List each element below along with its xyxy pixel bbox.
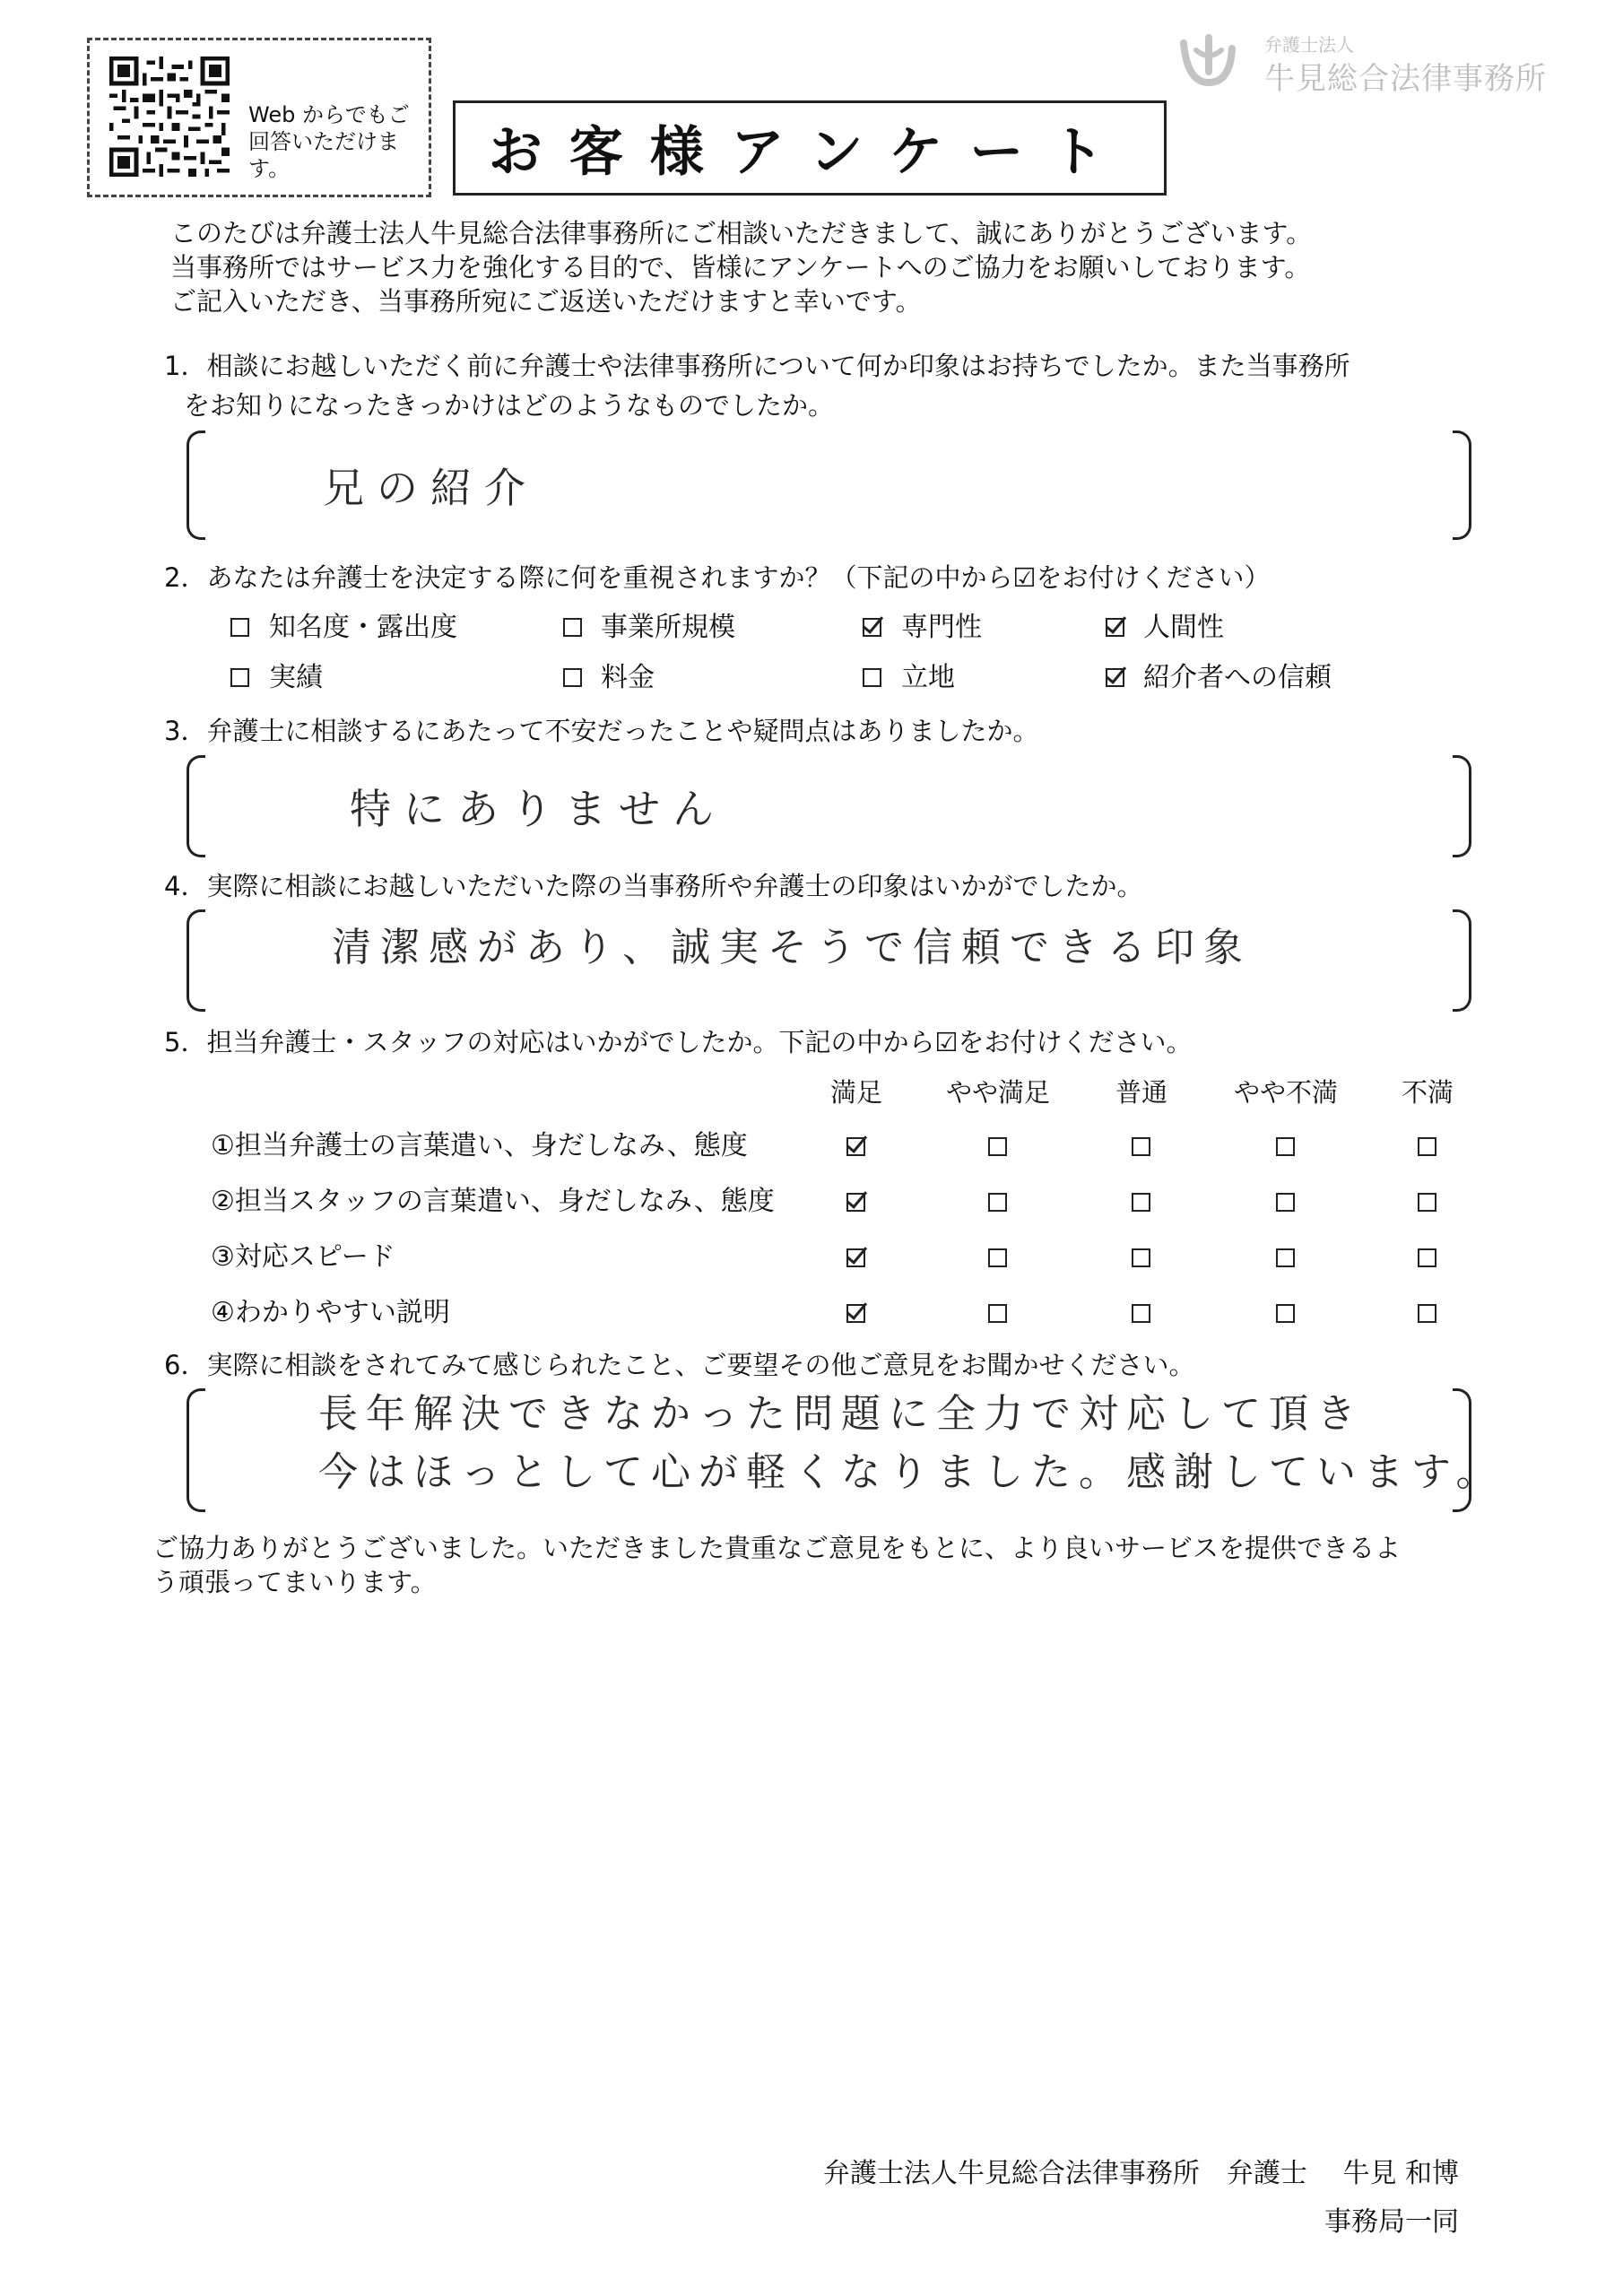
q5-rating-checkbox[interactable] bbox=[988, 1304, 1007, 1323]
q2-label-fees: 料金 bbox=[601, 662, 655, 693]
intro-line-2: 当事務所ではサービス力を強化する目的で、皆様にアンケートへのご協力をお願いしております。 bbox=[170, 252, 1311, 283]
q2-label-scale: 事業所規模 bbox=[601, 612, 735, 643]
q5-rating-checkbox[interactable] bbox=[1276, 1193, 1295, 1212]
q5-rating-checkbox[interactable] bbox=[1276, 1137, 1295, 1156]
q5-rating-checkbox[interactable] bbox=[1132, 1137, 1150, 1156]
q2-checkbox-awareness[interactable] bbox=[230, 618, 249, 637]
firm-logo-icon bbox=[1175, 30, 1239, 95]
qr-code-icon[interactable] bbox=[109, 57, 230, 177]
q4-answer[interactable]: 清潔感があり、誠実そうで信頼できる印象 bbox=[332, 925, 1252, 970]
q5-rating-checkbox[interactable] bbox=[1418, 1304, 1436, 1323]
q5-rating-checkbox[interactable] bbox=[1132, 1304, 1150, 1323]
q3-bracket-right bbox=[1453, 755, 1471, 857]
q1-text-line-1: 1．相談にお越しいただく前に弁護士や法律事務所について何か印象はお持ちでしたか。また当事務所 bbox=[164, 351, 1350, 381]
q5-row-label: ①担当弁護士の言葉遣い、身だしなみ、態度 bbox=[211, 1130, 748, 1161]
closing-line-2: う頑張ってまいります。 bbox=[152, 1567, 437, 1597]
qr-note: Web からでもご回答いただけます。 bbox=[248, 102, 410, 181]
q2-checkbox-fees[interactable] bbox=[563, 668, 582, 687]
q5-rating-checkbox[interactable] bbox=[1276, 1304, 1295, 1323]
q6-text: 6．実際に相談をされてみて感じられたこと、ご要望その他ご意見をお聞かせください。 bbox=[164, 1350, 1195, 1380]
q2-label-results: 実績 bbox=[269, 662, 323, 693]
title-box bbox=[453, 100, 1167, 196]
q5-text: 5．担当弁護士・スタッフの対応はいかがでしたか。下記の中から☑をお付けください。 bbox=[164, 1027, 1193, 1057]
q5-column-header: やや満足 bbox=[945, 1077, 1051, 1108]
q5-column-header: やや不満 bbox=[1233, 1077, 1339, 1108]
q2-checkbox-location[interactable] bbox=[863, 668, 881, 687]
qr-code-box bbox=[87, 38, 431, 197]
q6-bracket-left bbox=[187, 1388, 205, 1512]
q5-rating-checkbox[interactable] bbox=[846, 1248, 865, 1267]
q2-label-awareness: 知名度・露出度 bbox=[269, 612, 457, 643]
q5-rating-checkbox[interactable] bbox=[988, 1193, 1007, 1212]
q5-rating-checkbox[interactable] bbox=[988, 1248, 1007, 1267]
q6-answer-line-1[interactable]: 長年解決できなかった問題に全力で対応して頂き bbox=[318, 1391, 1364, 1437]
q5-rating-checkbox[interactable] bbox=[1418, 1193, 1436, 1212]
q5-rating-checkbox[interactable] bbox=[988, 1137, 1007, 1156]
intro-line-1: このたびは弁護士法人牛見総合法律事務所にご相談いただきまして、誠にありがとうございます。 bbox=[170, 218, 1313, 248]
q5-rating-checkbox[interactable] bbox=[1132, 1193, 1150, 1212]
q3-answer[interactable]: 特にありません bbox=[350, 785, 726, 833]
q2-text: 2．あなたは弁護士を決定する際に何を重視されますか？（下記の中から☑をお付けください） bbox=[164, 562, 1271, 593]
q2-checkbox-character[interactable] bbox=[1106, 618, 1124, 637]
q5-row-label: ②担当スタッフの言葉遣い、身だしなみ、態度 bbox=[211, 1186, 775, 1217]
closing-line-1: ご協力ありがとうございました。いただきました貴重なご意見をもとに、より良いサービスを提供できるよ bbox=[152, 1533, 1402, 1563]
page-title: お客様アンケート bbox=[488, 121, 1132, 184]
q2-checkbox-expertise[interactable] bbox=[863, 618, 881, 637]
q2-checkbox-referrer-trust[interactable] bbox=[1106, 668, 1124, 687]
q4-bracket-left bbox=[187, 909, 205, 1012]
q5-row-label: ④わかりやすい説明 bbox=[211, 1297, 450, 1328]
q5-column-header: 普通 bbox=[1115, 1077, 1168, 1108]
q1-answer[interactable]: 兄の紹介 bbox=[323, 464, 538, 512]
q1-bracket-right bbox=[1453, 430, 1471, 540]
q5-rating-checkbox[interactable] bbox=[1418, 1248, 1436, 1267]
q4-text: 4．実際に相談にお越しいただいた際の当事務所や弁護士の印象はいかがでしたか。 bbox=[164, 871, 1143, 901]
q5-rating-checkbox[interactable] bbox=[846, 1304, 865, 1323]
q5-column-header: 不満 bbox=[1401, 1077, 1454, 1108]
q1-text-line-2: をお知りになったきっかけはどのようなものでしたか。 bbox=[184, 390, 835, 421]
q5-rating-checkbox[interactable] bbox=[1132, 1248, 1150, 1267]
q3-text: 3．弁護士に相談するにあたって不安だったことや疑問点はありましたか。 bbox=[164, 716, 1039, 746]
q2-checkbox-results[interactable] bbox=[230, 668, 249, 687]
q5-column-header: 満足 bbox=[829, 1077, 883, 1108]
q5-rating-checkbox[interactable] bbox=[1418, 1137, 1436, 1156]
q2-label-referrer-trust: 紹介者への信頼 bbox=[1143, 662, 1332, 693]
intro-line-3: ご記入いただき、当事務所宛にご返送いただけますと幸いです。 bbox=[170, 286, 922, 317]
firm-name: 牛見総合法律事務所 bbox=[1264, 61, 1547, 97]
q1-bracket-left bbox=[187, 430, 205, 540]
q5-rating-checkbox[interactable] bbox=[846, 1193, 865, 1212]
signature-line-2: 事務局一同 bbox=[1324, 2206, 1459, 2238]
q2-label-location: 立地 bbox=[901, 662, 955, 693]
q3-bracket-left bbox=[187, 755, 205, 857]
q5-rating-checkbox[interactable] bbox=[1276, 1248, 1295, 1267]
q5-rating-checkbox[interactable] bbox=[846, 1137, 865, 1156]
q5-row-label: ③対応スピード bbox=[211, 1241, 395, 1273]
q4-bracket-right bbox=[1453, 909, 1471, 1012]
q2-label-expertise: 専門性 bbox=[901, 612, 982, 643]
firm-type: 弁護士法人 bbox=[1264, 34, 1354, 56]
q2-label-character: 人間性 bbox=[1143, 612, 1224, 643]
signature-line-1: 弁護士法人牛見総合法律事務所 弁護士 牛見 和博 bbox=[822, 2158, 1459, 2189]
q2-checkbox-scale[interactable] bbox=[563, 618, 582, 637]
q6-answer-line-2[interactable]: 今はほっとして心が軽くなりました。感謝しています。 bbox=[318, 1449, 1504, 1495]
firm-logo bbox=[1175, 27, 1551, 99]
